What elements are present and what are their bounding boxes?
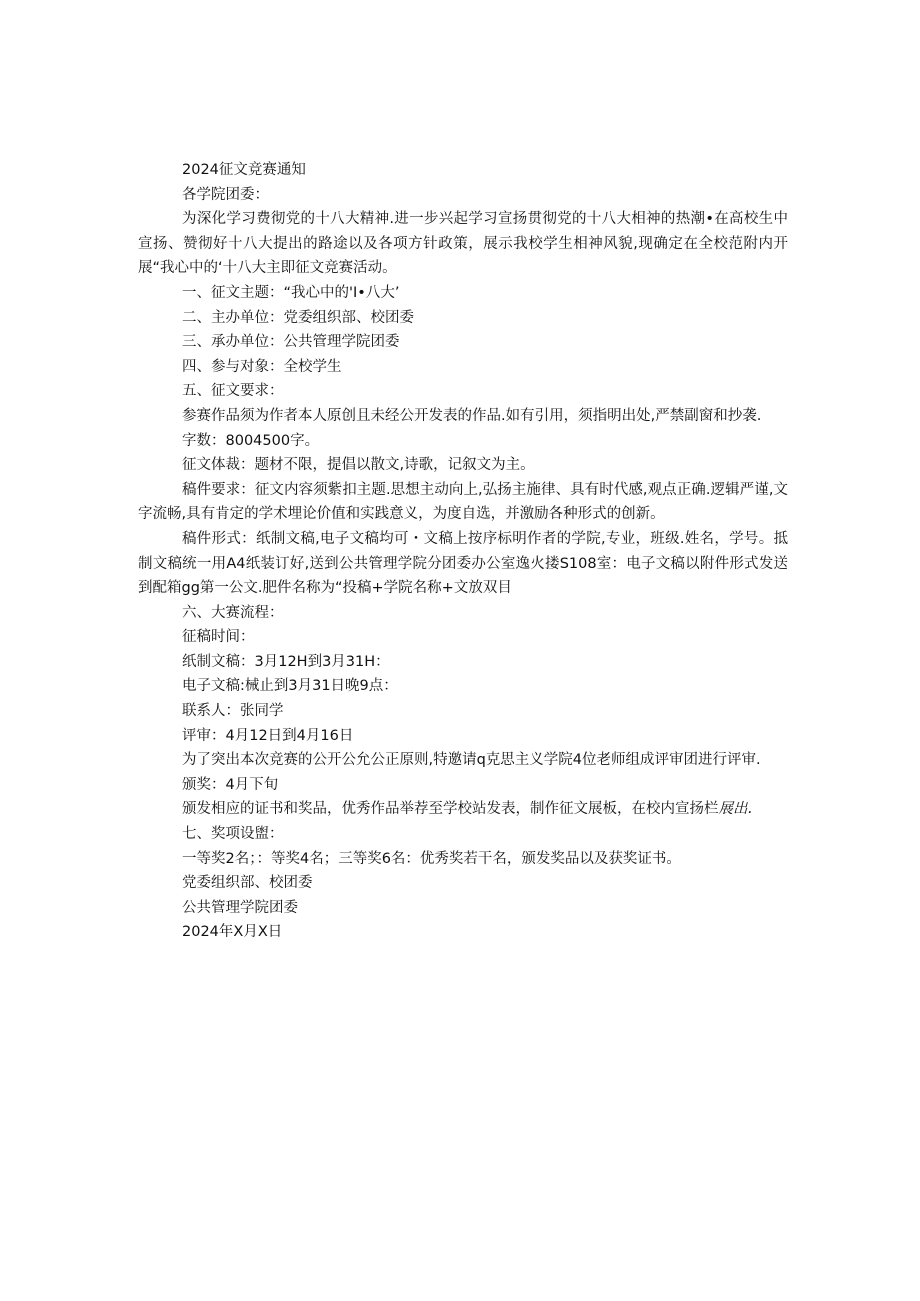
requirement-originality: 参赛作品须为作者本人原创且未经公开发表的作品.如有引用，须指明出处,严禁副窗和抄袭. (182, 407, 762, 424)
award-detail (138, 797, 788, 822)
electronic-submission-deadline: 电子文稿:械止到3月31日晚9点： (182, 678, 398, 695)
notice-body (138, 158, 788, 945)
signature-org-1: 党委组织部、校团委 (182, 875, 313, 892)
requirement-manuscript: 稿件要求：征文内容须紫扣主题.思想主动向上,弘扬主施律、具有时代感,观点正确.逻辑严谨,文字流畅,具有肯定的学术埋论价值和实践意义，为度自选，并激励各种形式的创新。 (138, 481, 788, 523)
paper-submission-period: 纸制文稿：3月12H到3月31H： (182, 653, 390, 670)
section-requirements-heading: 五、征文要求： (182, 383, 284, 400)
prizes-detail: 一等奖2名；：等奖4名；三等奖6名：优秀奖若干名，颁发奖品以及获奖证书。 (182, 850, 681, 867)
award-detail-tail: 展出. (718, 801, 753, 818)
salutation: 各学院团委： (182, 186, 269, 203)
collection-time: 征稿时间： (182, 629, 255, 646)
contact-person: 联系人：张同学 (182, 703, 284, 720)
requirement-word-count: 字数：8004500字。 (182, 432, 320, 449)
review-detail: 为了突出本次竞赛的公开公允公正原则,特邀请q克思主义学院4位老师组成评审团进行评审. (182, 752, 761, 769)
signature-date: 2024年X月X日 (182, 924, 283, 941)
intro-paragraph: 为深化学习费彻党的十八大精神.进一步兴起学习宣扬贯彻党的十八大相神的热潮•在高校生中宣扬、赞彻好十八大提出的路途以及各项方针政策，展示我校学生相神风貌,现确定在全校范附内开展“我心中的‘十八大主即征文竞赛活动。 (138, 211, 788, 277)
requirement-genre: 征文体裁：题材不限，提倡以散文,诗歌，记叙文为主。 (182, 457, 535, 474)
requirement-manuscript-form: 稿件形式：纸制文稿,电子文稿均可・文稿上按序标明作者的学院,专业，班级.姓名，学号。抵制文稿统一用A4纸装订好,送到公共管理学院分团委办公室逸火搂S108室：电子文稿以附件形式发送到配箱gg第一公文.肥件名称为“投稿+学院名称+文放双目 (138, 530, 788, 597)
award-detail-text: 颁发相应的证书和奖品，优秀作品举荐至学校站发表，制作征文展板，在校内宣扬栏 (182, 801, 719, 818)
notice-title: 2024征文竞赛通知 (182, 162, 306, 178)
section-participants: 四、参与对象：全校学生 (182, 358, 342, 375)
section-co-organizer: 三、承办单位：公共管理学院团委 (182, 334, 400, 351)
section-organizer: 二、主办单位：党委组织部、校团委 (182, 309, 414, 326)
section-prizes-heading: 七、奖项设盥： (182, 826, 284, 843)
section-theme: 一、征文主题：“我心中的'I•八大’ (182, 284, 400, 301)
signature-org-2: 公共管理学院团委 (182, 899, 298, 916)
review-period: 评审：4月12日到4月16日 (182, 727, 354, 744)
award-time: 颁奖：4月下旬 (182, 776, 279, 793)
section-process-heading: 六、大赛流程： (182, 604, 284, 621)
